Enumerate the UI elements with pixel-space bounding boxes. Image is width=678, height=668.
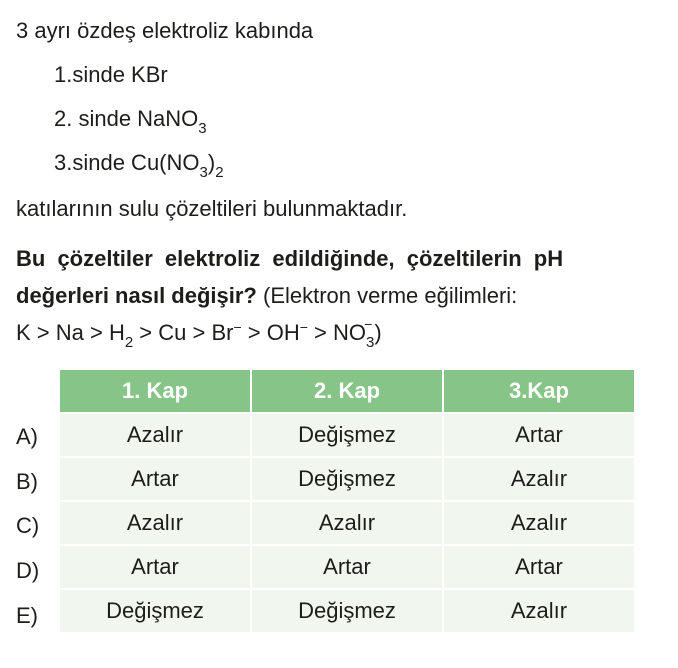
item-3-text: 3.sinde Cu(NO	[54, 150, 200, 175]
cell-a-1: Azalır	[60, 414, 250, 456]
item-3-subscript-1: 3	[199, 164, 208, 181]
order-sub-no3: 3	[366, 334, 375, 351]
cell-e-3: Azalır	[444, 590, 634, 632]
item-3-paren: )	[207, 150, 216, 175]
cell-b-2: Değişmez	[252, 458, 442, 500]
question-normal: (Elektron verme eğilimleri:	[256, 283, 518, 308]
option-c-label[interactable]: C)	[16, 513, 40, 538]
cell-d-1: Artar	[60, 546, 250, 588]
cell-a-2: Değişmez	[252, 414, 442, 456]
item-2	[54, 106, 207, 137]
item-3	[54, 150, 224, 181]
order-minus-oh: −	[299, 319, 308, 335]
question-line-2	[16, 283, 517, 309]
intro-line: 3 ayrı özdeş elektroliz kabında	[16, 18, 314, 43]
header-kap-2: 2. Kap	[252, 370, 442, 412]
option-b-label[interactable]: B)	[16, 469, 38, 494]
option-a-label[interactable]: A)	[16, 424, 38, 449]
order-part-a: K > Na > H	[16, 320, 125, 345]
order-end: )	[374, 320, 382, 345]
table-header-row	[60, 370, 634, 412]
item-3-subscript-2: 2	[215, 164, 224, 181]
cell-c-2: Azalır	[252, 502, 442, 544]
cell-b-1: Artar	[60, 458, 250, 500]
table-row	[60, 502, 634, 544]
header-kap-1: 1. Kap	[60, 370, 250, 412]
option-e-label[interactable]: E)	[16, 603, 38, 628]
order-part-b: > Cu > Br	[133, 320, 234, 345]
intro-closing: katılarının sulu çözeltileri bulunmaktadır.	[16, 196, 408, 221]
question-line-1: Bu çözeltiler elektroliz edildiğinde, çözeltilerin pH	[16, 246, 564, 271]
item-2-text: 2. sinde NaNO	[54, 106, 199, 131]
cell-b-3: Azalır	[444, 458, 634, 500]
table-row	[60, 590, 634, 632]
cell-a-3: Artar	[444, 414, 634, 456]
cell-d-2: Artar	[252, 546, 442, 588]
order-part-d: > NO	[307, 320, 366, 345]
item-1: 1.sinde KBr	[54, 62, 168, 87]
cell-e-1: Değişmez	[60, 590, 250, 632]
cell-e-2: Değişmez	[252, 590, 442, 632]
answer-table	[58, 368, 636, 634]
order-no3-sub	[364, 316, 375, 351]
order-part-c: > OH	[241, 320, 300, 345]
cell-c-3: Azalır	[444, 502, 634, 544]
table-row	[60, 546, 634, 588]
cell-c-1: Azalır	[60, 502, 250, 544]
table-row	[60, 458, 634, 500]
electron-order	[16, 316, 382, 351]
table-row	[60, 414, 634, 456]
cell-d-3: Artar	[444, 546, 634, 588]
order-minus-br: −	[233, 319, 242, 335]
question-bold: değerleri nasıl değişir?	[16, 283, 257, 308]
header-kap-3: 3.Kap	[444, 370, 634, 412]
option-d-label[interactable]: D)	[16, 558, 40, 583]
item-2-subscript: 3	[198, 120, 207, 137]
order-sub-h2: 2	[124, 334, 134, 351]
order-minus-no3: −	[364, 316, 373, 332]
